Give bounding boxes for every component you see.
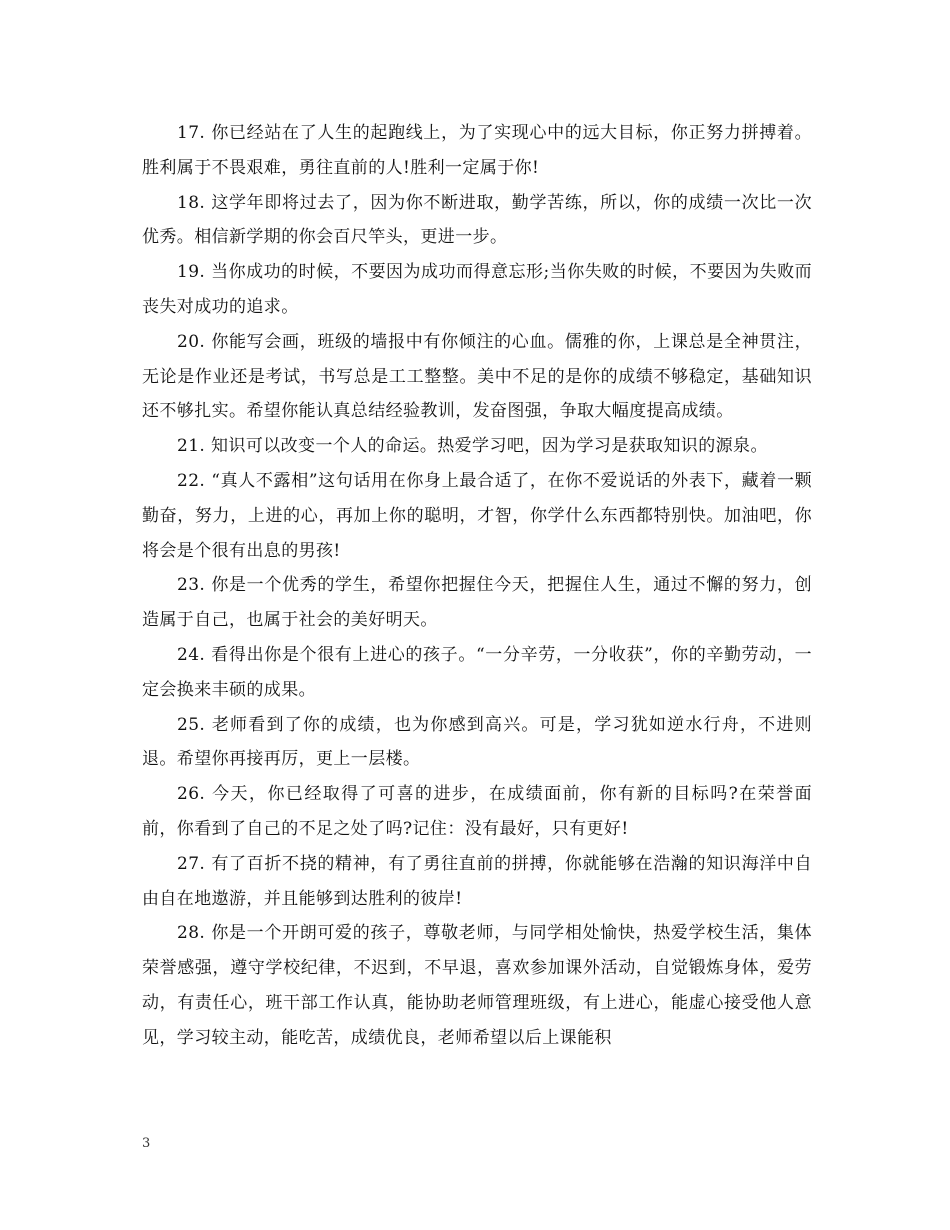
paragraph-23: 23. 你是一个优秀的学生，希望你把握住今天，把握住人生，通过不懈的努力，创造属于自己，也属于社会的美好明天。 xyxy=(142,575,812,631)
paragraph-27: 27. 有了百折不挠的精神，有了勇往直前的拼搏，你就能够在浩瀚的知识海洋中自由自在地遨游，并且能够到达胜利的彼岸! xyxy=(142,853,812,909)
paragraph-18: 18. 这学年即将过去了，因为你不断进取，勤学苦练，所以，你的成绩一次比一次优秀。相信新学期的你会百尺竿头，更进一步。 xyxy=(142,192,812,248)
document-body xyxy=(142,116,812,1056)
paragraph-26: 26. 今天，你已经取得了可喜的进步，在成绩面前，你有新的目标吗?在荣誉面前，你看到了自己的不足之处了吗?记住：没有最好，只有更好! xyxy=(142,784,812,839)
paragraph-22: 22. “真人不露相”这句话用在你身上最合适了，在你不爱说话的外表下，藏着一颗勤奋，努力，上进的心，再加上你的聪明，才智，你学什么东西都特别快。加油吧，你将会是个很有出息的男孩! xyxy=(142,470,812,561)
page-number: 3 xyxy=(142,1136,151,1151)
paragraph-21: 21. 知识可以改变一个人的命运。热爱学习吧，因为学习是获取知识的源泉。 xyxy=(177,436,768,457)
paragraph-24: 24. 看得出你是个很有上进心的孩子。“一分辛劳，一分收获”，你的辛勤劳动，一定会换来丰硕的成果。 xyxy=(142,644,812,700)
paragraph-20: 20. 你能写会画，班级的墙报中有你倾注的心血。儒雅的你，上课总是全神贯注，无论是作业还是考试，书写总是工工整整。美中不足的是你的成绩不够稳定，基础知识还不够扎实。希望你能认真总结经验教训，发奋图强，争取大幅度提高成绩。 xyxy=(142,331,812,422)
paragraph-17: 17. 你已经站在了人生的起跑线上，为了实现心中的远大目标，你正努力拼搏着。胜利属于不畏艰难，勇往直前的人!胜利一定属于你! xyxy=(142,123,812,178)
paragraph-25: 25. 老师看到了你的成绩，也为你感到高兴。可是，学习犹如逆水行舟，不进则退。希望你再接再厉，更上一层楼。 xyxy=(142,714,812,770)
paragraph-19: 19. 当你成功的时候，不要因为成功而得意忘形;当你失败的时候，不要因为失败而丧失对成功的追求。 xyxy=(142,262,812,317)
paragraph-28: 28. 你是一个开朗可爱的孩子，尊敬老师，与同学相处愉快，热爱学校生活，集体荣誉感强，遵守学校纪律，不迟到，不早退，喜欢参加课外活动，自觉锻炼身体，爱劳动，有责任心，班干部工作认真，能协助老师管理班级，有上进心，能虚心接受他人意见，学习较主动，能吃苦，成绩优良，老师希望以后上课能积 xyxy=(142,923,812,1048)
